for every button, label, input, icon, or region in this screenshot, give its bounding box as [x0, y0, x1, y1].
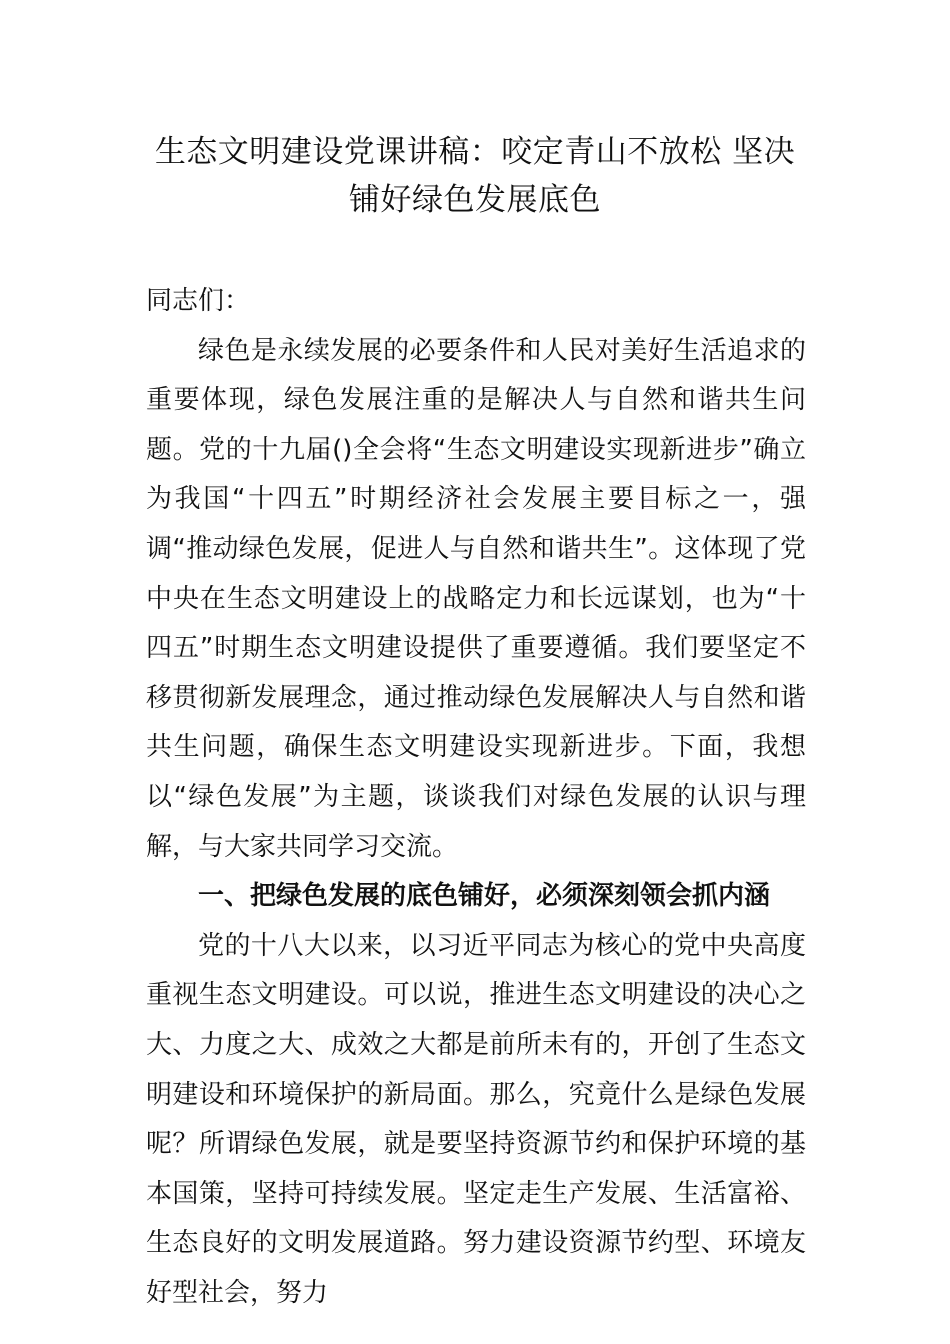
salutation: 同志们：	[146, 286, 251, 316]
document-body	[146, 277, 806, 1318]
intro-paragraph: 绿色是永续发展的必要条件和人民对美好生活追求的重要体现，绿色发展注重的是解决人与自然和谐共生问题。党的十九届()全会将“生态文明建设实现新进步”确立为我国“十四五”时期经济社会发展主要目标之一，强调“推动绿色发展，促进人与自然和谐共生”。这体现了党中央在生态文明建设上的战略定力和长远谋划，也为“十四五”时期生态文明建设提供了重要遵循。我们要坚定不移贯彻新发展理念，通过推动绿色发展解决人与自然和谐共生问题，确保生态文明建设实现新进步。下面，我想以“绿色发展”为主题，谈谈我们对绿色发展的认识与理解，与大家共同学习交流。	[146, 335, 806, 862]
section-heading: 一、把绿色发展的底色铺好，必须深刻领会抓内涵	[198, 881, 771, 912]
document-title: 生态文明建设党课讲稿：咬定青山不放松 坚决铺好绿色发展底色	[154, 134, 796, 218]
section-paragraph: 党的十八大以来，以习近平同志为核心的党中央高度重视生态文明建设。可以说，推进生态文明建设的决心之大、力度之大、成效之大都是前所未有的，开创了生态文明建设和环境保护的新局面。那么，究竟什么是绿色发展呢？所谓绿色发展，就是要坚持资源节约和保护环境的基本国策，坚持可持续发展。坚定走生产发展、生活富裕、生态良好的文明发展道路。努力建设资源节约型、环境友好型社会，努力	[146, 930, 806, 1308]
